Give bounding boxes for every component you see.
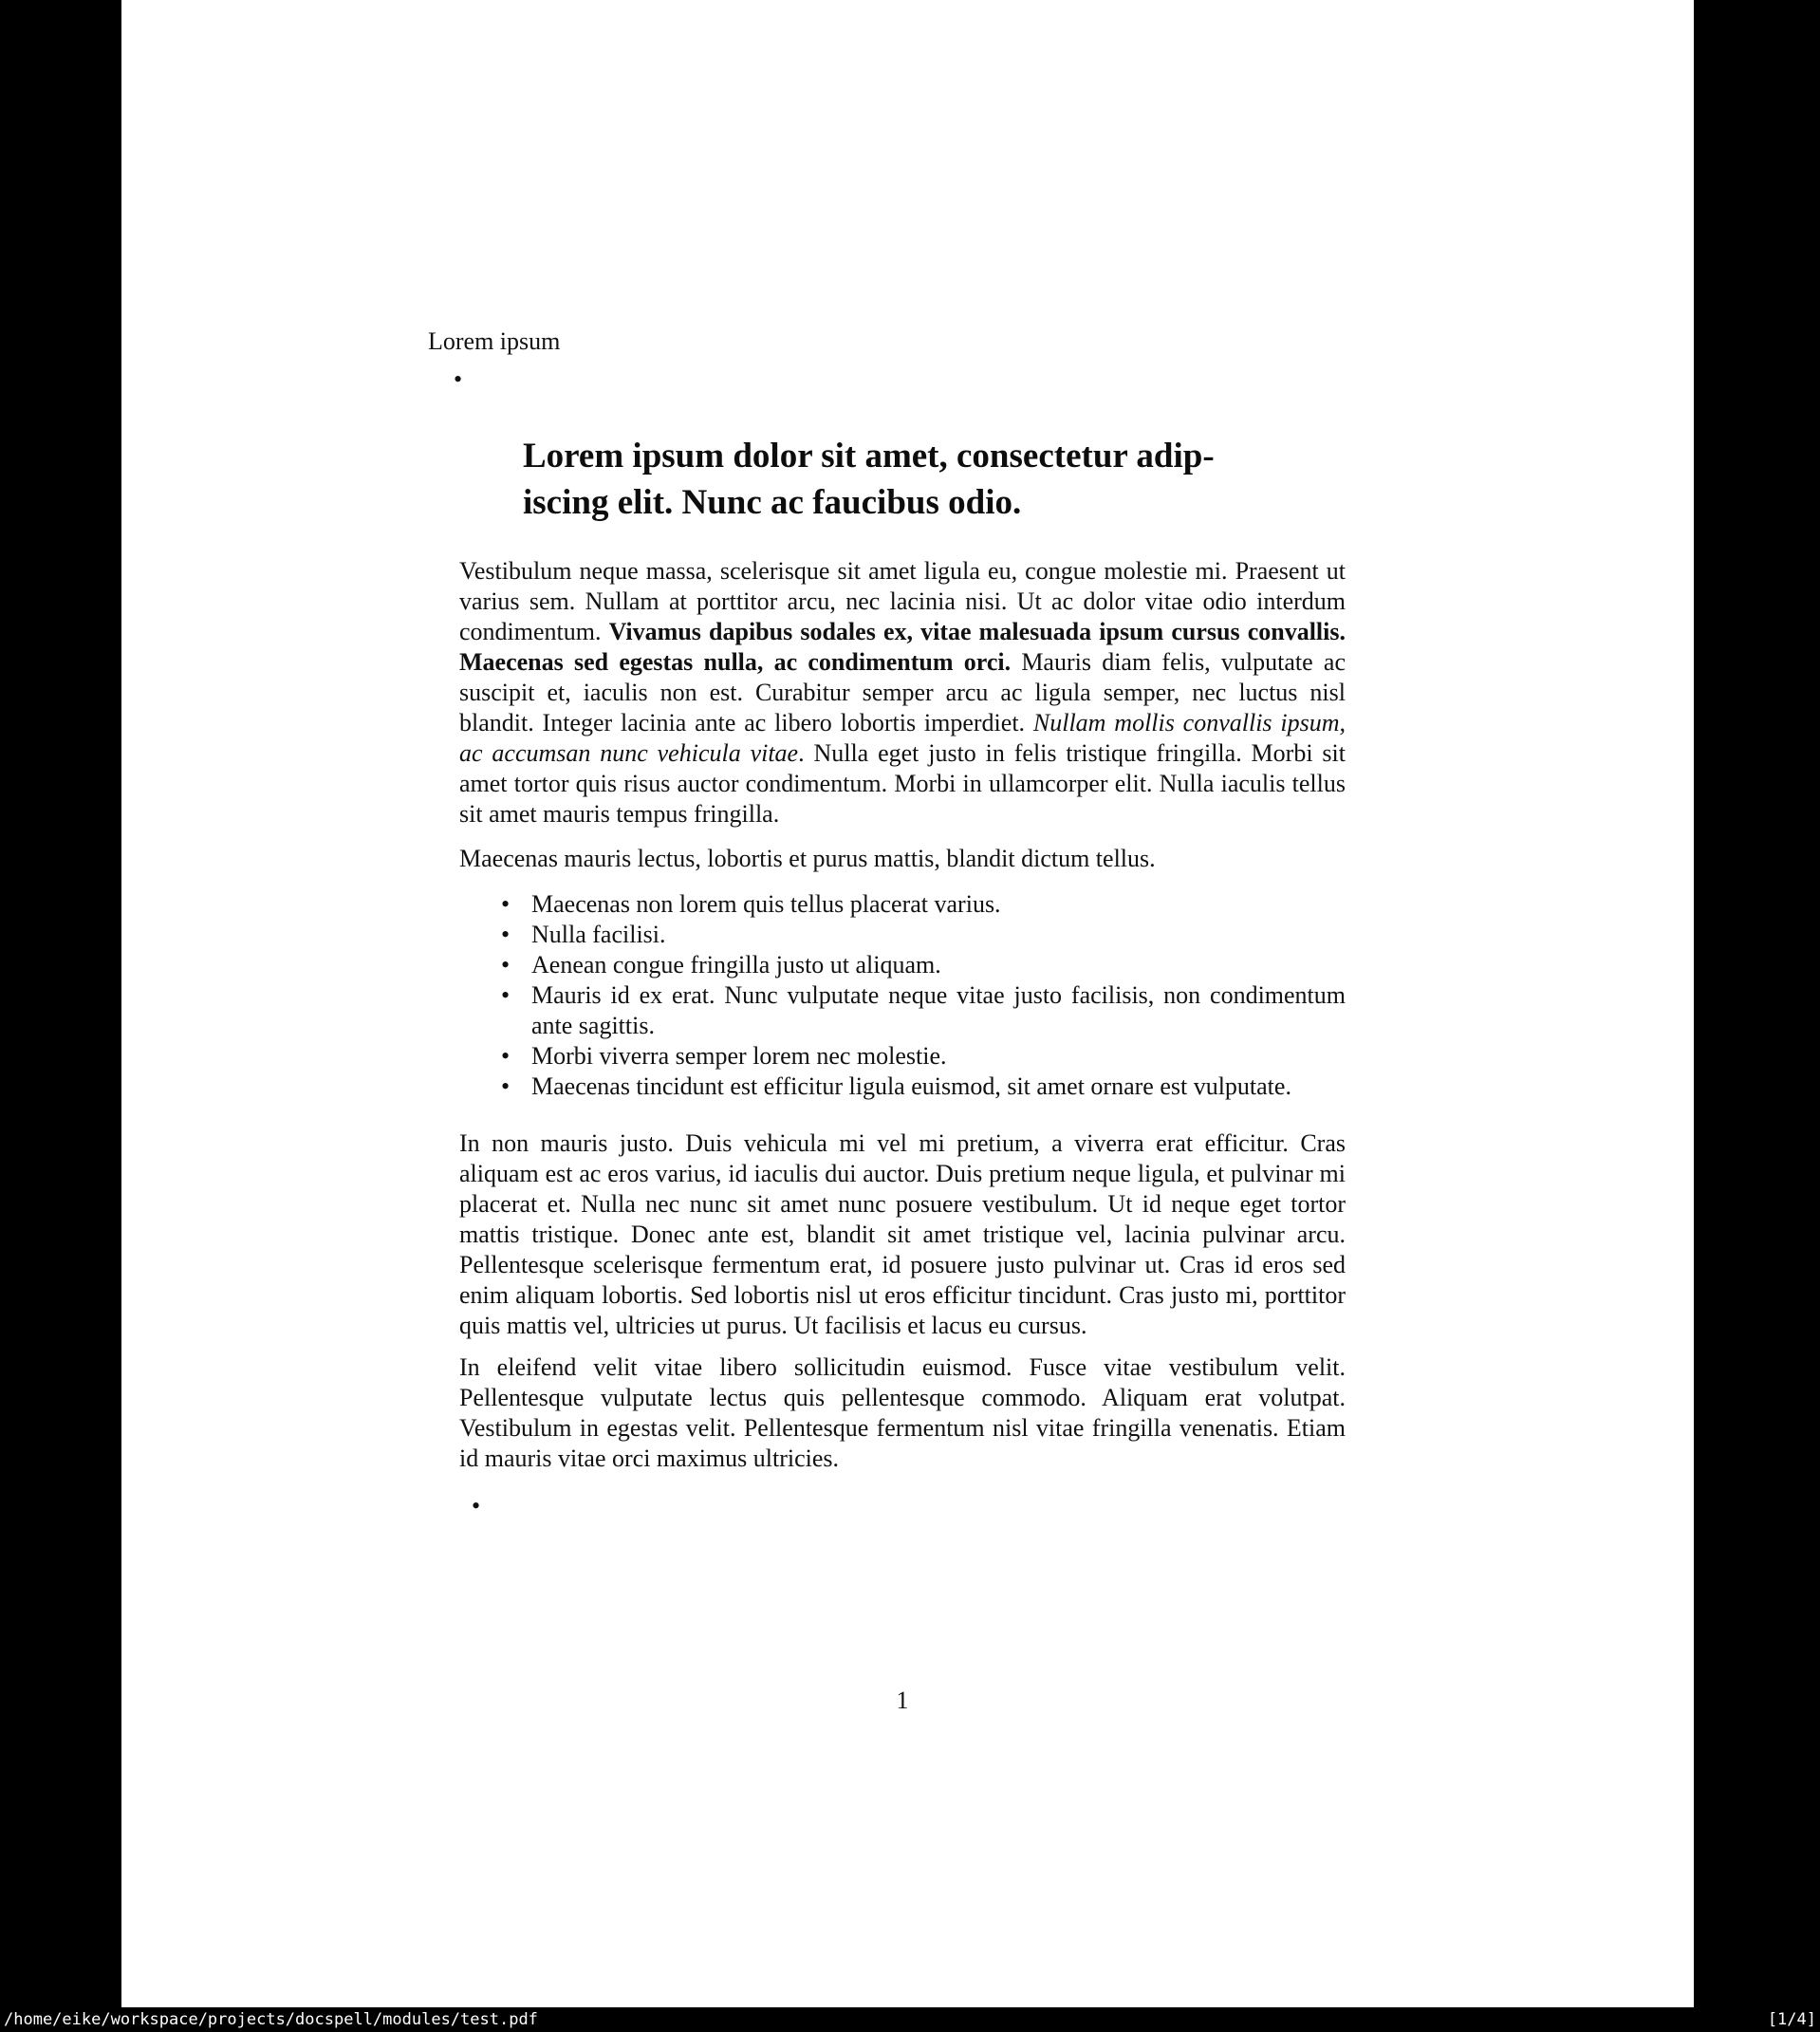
- bullet-marker-icon: •: [501, 1042, 511, 1070]
- paragraph-2: Maecenas mauris lectus, lobortis et purus mattis, blandit dictum tellus.: [459, 845, 1156, 872]
- statusbar-page-indicator: [1/4]: [1767, 2010, 1816, 2029]
- section-heading-line2: iscing elit. Nunc ac faucibus odio.: [523, 483, 1022, 522]
- paragraph-4: In eleifend velit vitae libero sollicitudin euismod. Fusce vitae vestibulum velit. Pellentesque vulputate lectus quis pellentesque commodo. Aliquam erat volutpat. Vestibulum in egestas velit. Pellentesque fermentum nisl vitae fringilla venenatis. Etiam id mauris vitae orci maximus ultricies.: [459, 1353, 1346, 1472]
- section-heading: [523, 433, 1346, 526]
- list-item-text: Maecenas tincidunt est efficitur ligula euismod, sit amet ornare est vulputate.: [531, 1072, 1291, 1100]
- text-segment-bold: Vivamus dapibus sodales ex, vitae malesuada ipsum cursus convallis. Maecenas sed egestas nulla, ac condimentum orci.: [459, 618, 1346, 676]
- list-item: [459, 920, 1346, 950]
- bullet-marker-icon: •: [501, 951, 511, 979]
- bullet-marker-icon: •: [472, 1492, 481, 1519]
- statusbar-file-path: /home/eike/workspace/projects/docspell/modules/test.pdf: [4, 2010, 538, 2029]
- text-segment-normal: Mauris diam felis, vulputate ac suscipit et, iaculis non est. Curabitur semper arcu ac ligula semper, nec luctus nisl blandit. Integer lacinia ante ac libero lobortis imperdiet.: [459, 648, 1346, 736]
- text-segment-italic: Nullam mollis convallis ipsum, ac accumsan nunc vehicula vitae: [459, 709, 1346, 767]
- bullet-marker-icon: •: [501, 981, 511, 1009]
- paragraph-3: In non mauris justo. Duis vehicula mi vel mi pretium, a viverra erat efficitur. Cras aliquam est ac eros varius, id iaculis dui auctor. Duis pretium neque ligula, et pulvinar mi placerat et. Nulla nec nunc sit amet nunc posuere vestibulum. Ut id neque eget tortor mattis tristique. Donec ante est, blandit sit amet tristique vel, lacinia pulvinar arcu. Pellentesque scelerisque fermentum erat, id posuere justo pulvinar ut. Cras id eros sed enim aliquam lobortis. Sed lobortis nisl ut eros efficitur tincidunt. Cras justo mi, porttitor quis mattis vel, ultricies ut purus. Ut facilisis et lacus eu cursus.: [459, 1129, 1346, 1339]
- bullet-marker-icon: •: [501, 921, 511, 948]
- intro-text: Lorem ipsum: [428, 327, 561, 355]
- text-segment-normal: . Nulla eget justo in felis tristique fringilla. Morbi sit amet tortor quis risus auctor condimentum. Morbi in ullamcorper elit. Nulla iaculis tellus sit amet mauris tempus fringilla.: [459, 739, 1346, 828]
- list-item: [459, 889, 1346, 920]
- list-item-text: Nulla facilisi.: [531, 921, 666, 948]
- list-item: [459, 950, 1346, 980]
- list-item: [459, 1041, 1346, 1072]
- bullet-marker-icon: •: [454, 365, 463, 393]
- bullet-marker-icon: •: [501, 890, 511, 918]
- document-content: [428, 326, 1346, 1716]
- list-item: [459, 980, 1346, 1041]
- list-item: [459, 1072, 1346, 1102]
- paragraph-1: [459, 556, 1346, 830]
- text-segment-normal: Vestibulum neque massa, scelerisque sit amet ligula eu, congue molestie mi. Praesent ut varius sem. Nullam at porttitor arcu, nec lacinia nisi. Ut ac dolor vitae odio interdum condimentum.: [459, 557, 1346, 645]
- list-item-text: Morbi viverra semper lorem nec molestie.: [531, 1042, 947, 1070]
- bullet-list: [459, 889, 1346, 1102]
- statusbar: [0, 2007, 1820, 2032]
- list-item-text: Maecenas non lorem quis tellus placerat varius.: [531, 890, 1001, 918]
- page-number: 1: [896, 1687, 909, 1714]
- bullet-marker-icon: •: [501, 1072, 511, 1100]
- list-item-text: Aenean congue fringilla justo ut aliquam.: [531, 951, 941, 979]
- section-heading-line1: Lorem ipsum dolor sit amet, consectetur adip-: [523, 437, 1215, 475]
- list-item-text: Mauris id ex erat. Nunc vulputate neque vitae justo facilisis, non condimentum ante sagittis.: [531, 981, 1346, 1039]
- document-page[interactable]: [121, 0, 1694, 2007]
